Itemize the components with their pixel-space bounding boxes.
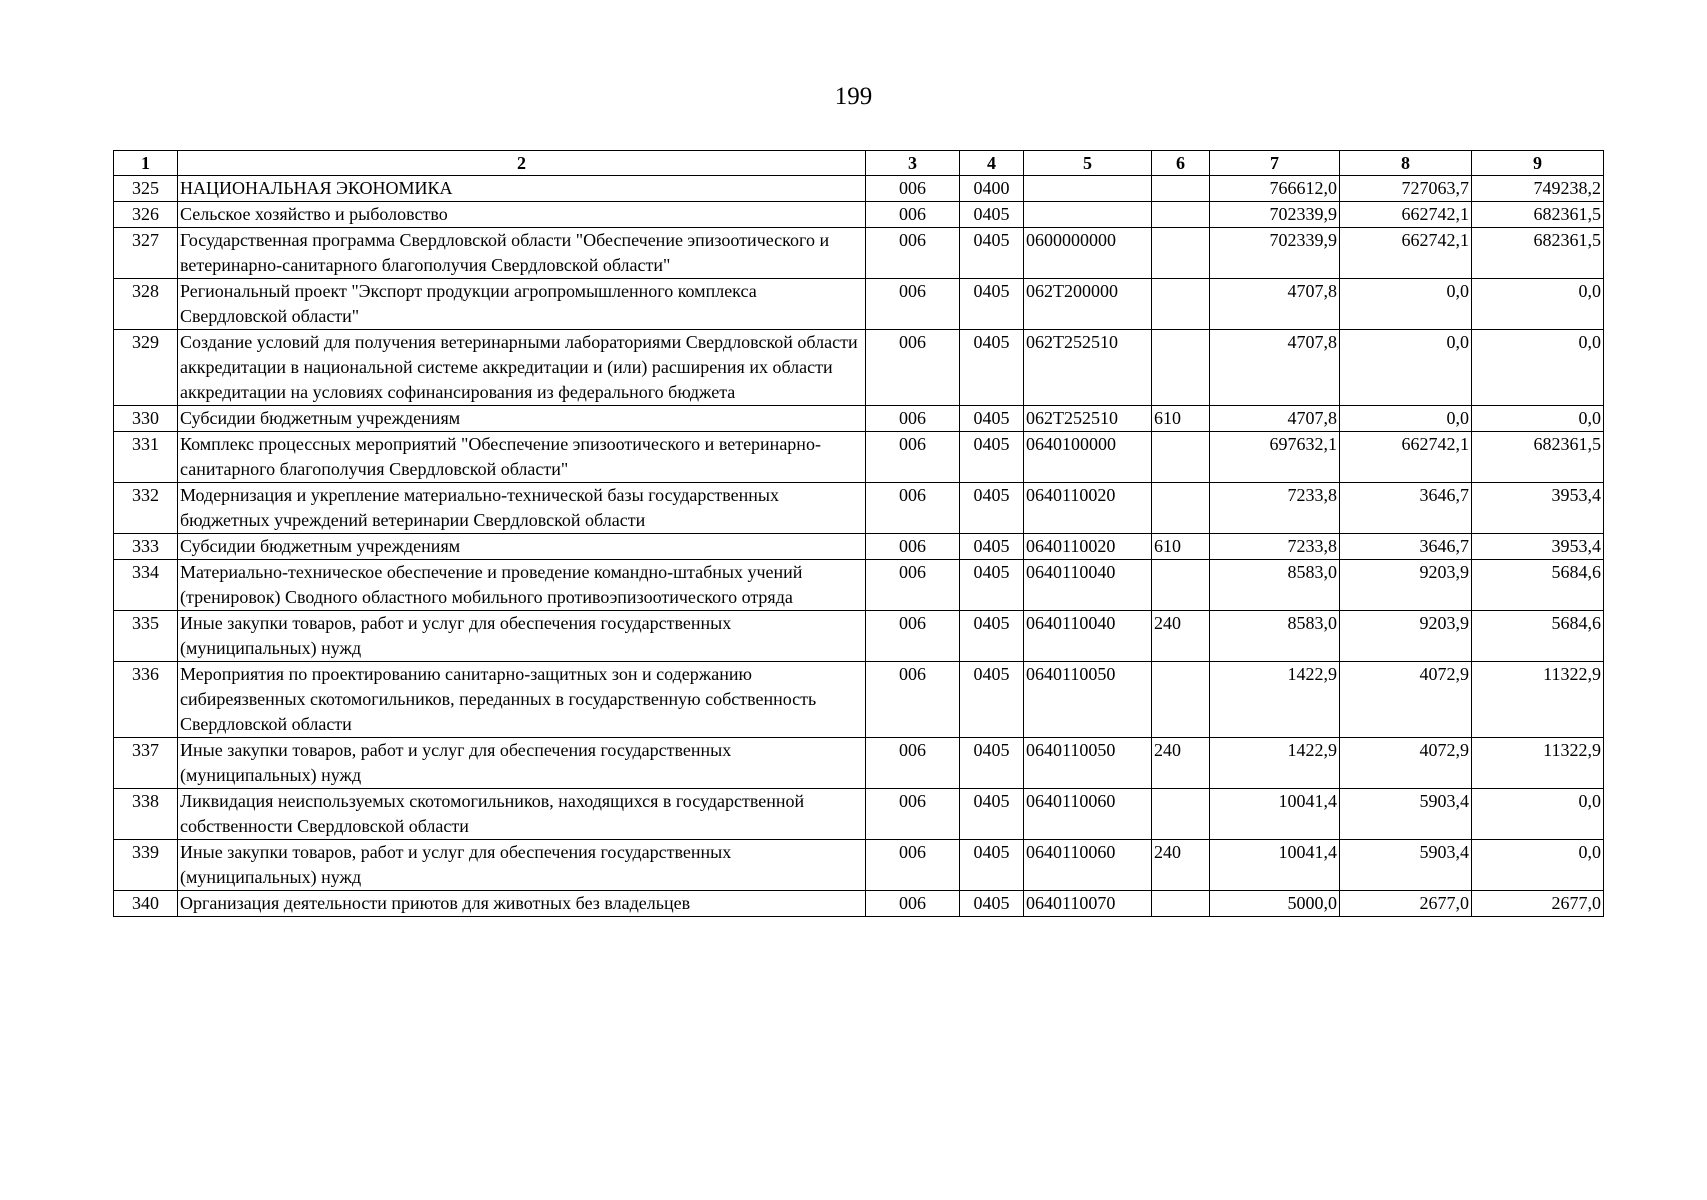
row-code-5: 0640100000 [1024,432,1152,483]
table-row [114,789,1604,840]
row-code-6: 610 [1152,534,1210,560]
row-code-4: 0405 [960,840,1024,891]
header-row [114,151,1604,176]
table-row [114,560,1604,611]
row-name: Субсидии бюджетным учреждениям [178,534,866,560]
row-value-8: 9203,9 [1340,560,1472,611]
row-value-8: 727063,7 [1340,176,1472,202]
row-value-8: 0,0 [1340,279,1472,330]
row-name: Региональный проект "Экспорт продукции агропромышленного комплекса Свердловской области" [178,279,866,330]
row-name: Модернизация и укрепление материально-технической базы государственных бюджетных учреждений ветеринарии Свердловской области [178,483,866,534]
row-value-7: 697632,1 [1210,432,1340,483]
row-code-4: 0405 [960,330,1024,406]
row-code-4: 0405 [960,228,1024,279]
table-row [114,432,1604,483]
row-code-4: 0405 [960,560,1024,611]
col-header-9: 9 [1472,151,1604,176]
row-number: 337 [114,738,178,789]
row-value-8: 4072,9 [1340,662,1472,738]
row-name: Иные закупки товаров, работ и услуг для обеспечения государственных (муниципальных) нужд [178,738,866,789]
table-row [114,202,1604,228]
row-value-9: 0,0 [1472,840,1604,891]
row-number: 338 [114,789,178,840]
col-header-6: 6 [1152,151,1210,176]
row-code-4: 0405 [960,891,1024,917]
row-code-5: 0640110040 [1024,560,1152,611]
row-code-6: 240 [1152,840,1210,891]
row-value-9: 749238,2 [1472,176,1604,202]
row-code-3: 006 [866,789,960,840]
row-value-7: 4707,8 [1210,279,1340,330]
table-row [114,662,1604,738]
row-code-3: 006 [866,560,960,611]
table-row [114,891,1604,917]
col-header-4: 4 [960,151,1024,176]
table-body [114,176,1604,917]
row-value-7: 1422,9 [1210,738,1340,789]
table-row [114,534,1604,560]
row-value-9: 0,0 [1472,330,1604,406]
row-value-7: 702339,9 [1210,228,1340,279]
row-value-7: 10041,4 [1210,840,1340,891]
row-code-5: 0640110040 [1024,611,1152,662]
row-number: 328 [114,279,178,330]
budget-table [113,150,1604,917]
row-value-9: 5684,6 [1472,560,1604,611]
table-row [114,176,1604,202]
row-code-5: 0640110070 [1024,891,1152,917]
row-value-8: 5903,4 [1340,840,1472,891]
row-value-8: 3646,7 [1340,534,1472,560]
row-code-3: 006 [866,202,960,228]
row-number: 327 [114,228,178,279]
row-code-6: 240 [1152,611,1210,662]
row-value-9: 682361,5 [1472,432,1604,483]
row-number: 336 [114,662,178,738]
row-code-4: 0405 [960,406,1024,432]
col-header-8: 8 [1340,151,1472,176]
page-number: 199 [834,83,873,110]
table-row [114,330,1604,406]
row-code-3: 006 [866,738,960,789]
row-code-4: 0405 [960,279,1024,330]
row-value-8: 0,0 [1340,406,1472,432]
row-value-8: 3646,7 [1340,483,1472,534]
row-code-6 [1152,202,1210,228]
row-value-8: 662742,1 [1340,432,1472,483]
col-header-7: 7 [1210,151,1340,176]
row-code-4: 0405 [960,611,1024,662]
row-value-7: 4707,8 [1210,330,1340,406]
col-header-3: 3 [866,151,960,176]
row-number: 340 [114,891,178,917]
row-code-5: 0640110020 [1024,534,1152,560]
row-value-8: 5903,4 [1340,789,1472,840]
row-code-6: 240 [1152,738,1210,789]
row-name: Иные закупки товаров, работ и услуг для обеспечения государственных (муниципальных) нужд [178,840,866,891]
row-code-6 [1152,483,1210,534]
row-value-9: 682361,5 [1472,202,1604,228]
row-code-3: 006 [866,534,960,560]
row-value-7: 8583,0 [1210,611,1340,662]
row-value-7: 1422,9 [1210,662,1340,738]
row-code-3: 006 [866,483,960,534]
row-code-3: 006 [866,840,960,891]
row-value-7: 7233,8 [1210,534,1340,560]
row-number: 330 [114,406,178,432]
row-code-5: 062Т252510 [1024,330,1152,406]
row-value-7: 10041,4 [1210,789,1340,840]
row-code-4: 0405 [960,202,1024,228]
row-code-6 [1152,432,1210,483]
row-code-5: 0640110060 [1024,840,1152,891]
row-code-5: 062Т252510 [1024,406,1152,432]
row-code-4: 0405 [960,738,1024,789]
row-code-4: 0400 [960,176,1024,202]
col-header-1: 1 [114,151,178,176]
row-value-7: 7233,8 [1210,483,1340,534]
row-value-8: 0,0 [1340,330,1472,406]
row-value-9: 5684,6 [1472,611,1604,662]
row-value-8: 4072,9 [1340,738,1472,789]
row-code-5: 0640110050 [1024,662,1152,738]
row-code-5 [1024,176,1152,202]
row-value-7: 702339,9 [1210,202,1340,228]
table-row [114,406,1604,432]
row-code-3: 006 [866,432,960,483]
table-row [114,483,1604,534]
row-name: Сельское хозяйство и рыболовство [178,202,866,228]
row-code-5: 0640110020 [1024,483,1152,534]
row-name: Мероприятия по проектированию санитарно-защитных зон и содержанию сибиреязвенных скотомогильников, переданных в государственную собственность Свердловской области [178,662,866,738]
row-code-3: 006 [866,662,960,738]
row-code-6 [1152,662,1210,738]
row-number: 334 [114,560,178,611]
row-code-4: 0405 [960,432,1024,483]
row-name: Иные закупки товаров, работ и услуг для обеспечения государственных (муниципальных) нужд [178,611,866,662]
table-row [114,611,1604,662]
row-name: Комплекс процессных мероприятий "Обеспечение эпизоотического и ветеринарно-санитарного благополучия Свердловской области" [178,432,866,483]
col-header-2: 2 [178,151,866,176]
row-code-6 [1152,891,1210,917]
table-row [114,840,1604,891]
row-value-9: 3953,4 [1472,534,1604,560]
row-code-4: 0405 [960,662,1024,738]
row-value-9: 0,0 [1472,789,1604,840]
row-code-6 [1152,279,1210,330]
row-value-8: 2677,0 [1340,891,1472,917]
row-number: 331 [114,432,178,483]
row-code-6: 610 [1152,406,1210,432]
row-code-4: 0405 [960,483,1024,534]
row-number: 339 [114,840,178,891]
row-value-9: 11322,9 [1472,738,1604,789]
row-name: Организация деятельности приютов для животных без владельцев [178,891,866,917]
row-value-7: 8583,0 [1210,560,1340,611]
row-value-9: 0,0 [1472,406,1604,432]
row-code-5: 0600000000 [1024,228,1152,279]
row-value-9: 0,0 [1472,279,1604,330]
row-code-6 [1152,789,1210,840]
row-code-5: 0640110060 [1024,789,1152,840]
row-code-5: 062Т200000 [1024,279,1152,330]
row-code-3: 006 [866,279,960,330]
row-name: Ликвидация неиспользуемых скотомогильников, находящихся в государственной собственности Свердловской области [178,789,866,840]
row-code-3: 006 [866,891,960,917]
row-code-4: 0405 [960,789,1024,840]
table-row [114,228,1604,279]
row-number: 335 [114,611,178,662]
row-value-9: 11322,9 [1472,662,1604,738]
row-value-9: 3953,4 [1472,483,1604,534]
row-code-6 [1152,176,1210,202]
row-code-3: 006 [866,611,960,662]
row-value-7: 766612,0 [1210,176,1340,202]
row-number: 332 [114,483,178,534]
row-code-5: 0640110050 [1024,738,1152,789]
row-name: Материально-техническое обеспечение и проведение командно-штабных учений (тренировок) Сводного областного мобильного противоэпизоотического отряда [178,560,866,611]
row-code-5 [1024,202,1152,228]
row-name: Субсидии бюджетным учреждениям [178,406,866,432]
row-code-3: 006 [866,406,960,432]
col-header-5: 5 [1024,151,1152,176]
row-value-7: 4707,8 [1210,406,1340,432]
row-code-6 [1152,228,1210,279]
row-number: 329 [114,330,178,406]
row-value-8: 662742,1 [1340,202,1472,228]
row-number: 326 [114,202,178,228]
row-code-6 [1152,560,1210,611]
row-value-8: 662742,1 [1340,228,1472,279]
table-row [114,279,1604,330]
row-value-7: 5000,0 [1210,891,1340,917]
row-name: Государственная программа Свердловской области "Обеспечение эпизоотического и ветеринарно-санитарного благополучия Свердловской области" [178,228,866,279]
row-number: 325 [114,176,178,202]
row-code-6 [1152,330,1210,406]
row-name: НАЦИОНАЛЬНАЯ ЭКОНОМИКА [178,176,866,202]
table-row [114,738,1604,789]
row-code-3: 006 [866,330,960,406]
row-code-3: 006 [866,228,960,279]
row-code-4: 0405 [960,534,1024,560]
row-value-9: 682361,5 [1472,228,1604,279]
row-number: 333 [114,534,178,560]
row-value-9: 2677,0 [1472,891,1604,917]
row-name: Создание условий для получения ветеринарными лабораториями Свердловской области аккредитации в национальной системе аккредитации и (или) расширения их области аккредитации на условиях софинансирования из федерального бюджета [178,330,866,406]
row-code-3: 006 [866,176,960,202]
row-value-8: 9203,9 [1340,611,1472,662]
